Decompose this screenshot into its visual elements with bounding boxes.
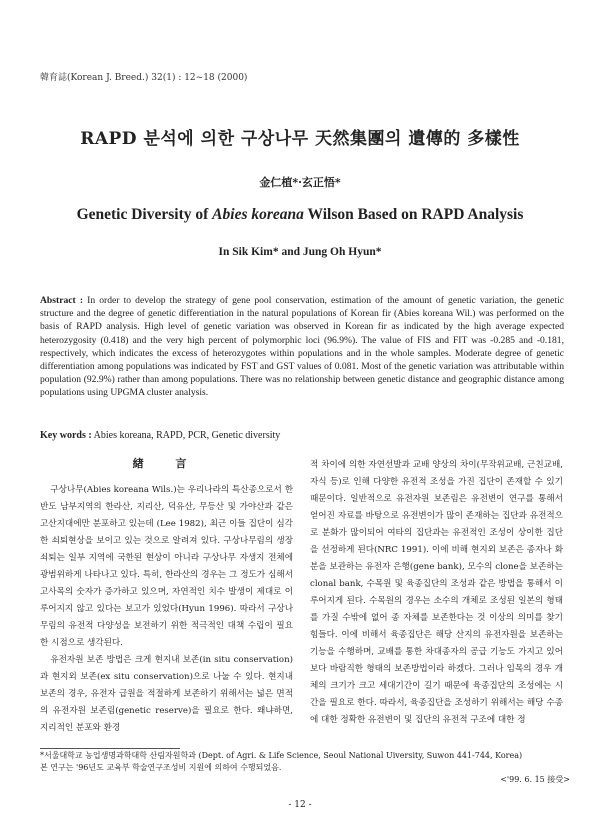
footnote-affiliation: *서울대학교 농업생명과학대학 산림자원학과 (Dept. of Agri. & Life Science, Seoul National Uiversity, Suwon 441-744, Korea) — [40, 751, 523, 760]
english-title-species: Abies koreana — [212, 206, 304, 223]
keywords — [40, 430, 564, 441]
abstract-label: Abstract : — [40, 295, 84, 306]
journal-citation: 韓育誌(Korean J. Breed.) 32(1) : 12~18 (2000) — [40, 73, 248, 83]
left-column — [40, 455, 293, 737]
footnote-date: <'99. 6. 15 接受> — [500, 775, 570, 784]
keywords-text: Abies koreana, RAPD, PCR, Genetic diversity — [93, 430, 281, 441]
abstract — [40, 294, 564, 400]
english-authors: In Sik Kim* and Jung Oh Hyun* — [218, 246, 382, 258]
right-column — [310, 457, 563, 729]
english-title-post: Wilson Based on RAPD Analysis — [303, 206, 524, 223]
english-title — [0, 206, 600, 224]
korean-title: RAPD 분석에 의한 구상나무 天然集團의 遺傳的 多樣性 — [80, 129, 520, 149]
english-title-pre: Genetic Diversity of — [76, 206, 213, 223]
left-paragraph-1: 구상나무(Abies koreana Wils.)는 우리나라의 특산종으로서 한반도 남부지역의 한라산, 지리산, 덕유산, 무등산 및 가야산과 같은 고산지대에만 분포하고 있는데 (Lee 1982), 최근 이들 집단이 심각한 쇠퇴현상을 보이고 있는 것으로 알려져 있다. 구상나무림의 생장쇠퇴는 일부 지역에 국한된 현상이 아니라 구상나무 자생지 전체에 광범위하게 나타나고 있다. 특히, 한라산의 경우는 그 정도가 심해서 고사목의 숫자가 증가하고 있으며, 자연적인 치수 발생이 제대로 이루어지지 않고 있다는 보고가 있었다(Hyun 1996). 따라서 구상나무림의 유전적 다양성을 보전하기 위한 적극적인 대책 수립이 필요한 시점으로 생각된다. — [40, 485, 293, 648]
korean-authors: 金仁植*·玄正悟* — [259, 176, 341, 189]
keywords-label: Key words : — [40, 430, 92, 441]
abstract-text: In order to develop the strategy of gene pool conservation, estimation of the amount of genetic variation, the genetic structure and the degree of genetic differentiation in the natural populations of Korean fir (Abies koreana Wil.) was performed on the basis of RAPD analysis. High level of genetic variation was observed in Korean fir as indicated by the high average expected heterozygosity (0.418) and the very high percent of polymorphic loci (96.9%). The value of FIS and FIT was -0.285 and -0.181, respectively, which indicates the excess of heterozygotes within populations and in the whole samples. Moderate degree of genetic differentiation among populations was indicated by FST and GST values of 0.081. Most of the genetic variation was attributable within population (92.9%) rather than among populations. There was no relationship between genetic distance and geographic distance among populations using UPGMA cluster analysis. — [40, 295, 565, 399]
left-paragraph-2: 유전자원 보존 방법은 크게 현지내 보존(in situ conservation)과 현지외 보존(ex situ conservation)으로 나눌 수 있다. 현지내 보존의 경우, 유전자 급원을 적절하게 보존하기 위해서는 넓은 면적의 유전자원 보존림(genetic reserve)을 필요로 한다. 왜냐하면, 지리적인 분포와 환경 — [40, 655, 293, 733]
section-heading: 緖 言 — [132, 457, 201, 470]
footnote-funding: 본 연구는 '96년도 교육부 학술연구조성비 지원에 의하여 수행되었음. — [40, 763, 282, 772]
footnote — [40, 750, 570, 784]
page-number: - 12 - — [288, 800, 312, 810]
footnote-divider — [40, 748, 180, 749]
right-paragraph-1: 적 차이에 의한 자연선발과 교배 양상의 차이(무작위교배, 근친교배, 자식 등)로 인해 다양한 유전적 조성을 가진 집단이 존재할 수 있기 때문이다. 일반적으로 유전자원 보존림은 유전변이 연구를 통해서 얻어진 자료를 바탕으로 유전변이가 많이 존재하는 집단과 유전적으로 분화가 많이되어 여타의 집단과는 유전적인 조성이 상이한 집단을 선정하게 된다(NRC 1991). 이에 비해 현지외 보존은 종자나 화분을 보관하는 유전자 은행(gene bank), 모수의 clone을 보존하는 clonal bank, 수목원 및 육종집단의 조성과 같은 방법을 통해서 이루어지게 된다. 수목원의 경우는 소수의 개체로 조성된 일본의 형태를 가질 수밖에 없어 종 자체를 보존한다는 것 이상의 의미를 찾기 힘들다. 이에 비해서 육종집단은 해당 산지의 유전자원을 보존하는 기능을 수행하며, 교배를 통한 차대종자의 공급 기능도 가지고 있어 보다 바람직한 형태의 보존방법이라 하겠다. 그러나 임목의 경우 개체의 크기가 크고 세대기간이 길기 때문에 육종집단의 조성에는 시간을 필요로 한다. 따라서, 육종집단을 조성하기 위해서는 해당 수종에 대한 정확한 유전변이 및 집단의 유전적 구조에 대한 정 — [310, 460, 563, 725]
